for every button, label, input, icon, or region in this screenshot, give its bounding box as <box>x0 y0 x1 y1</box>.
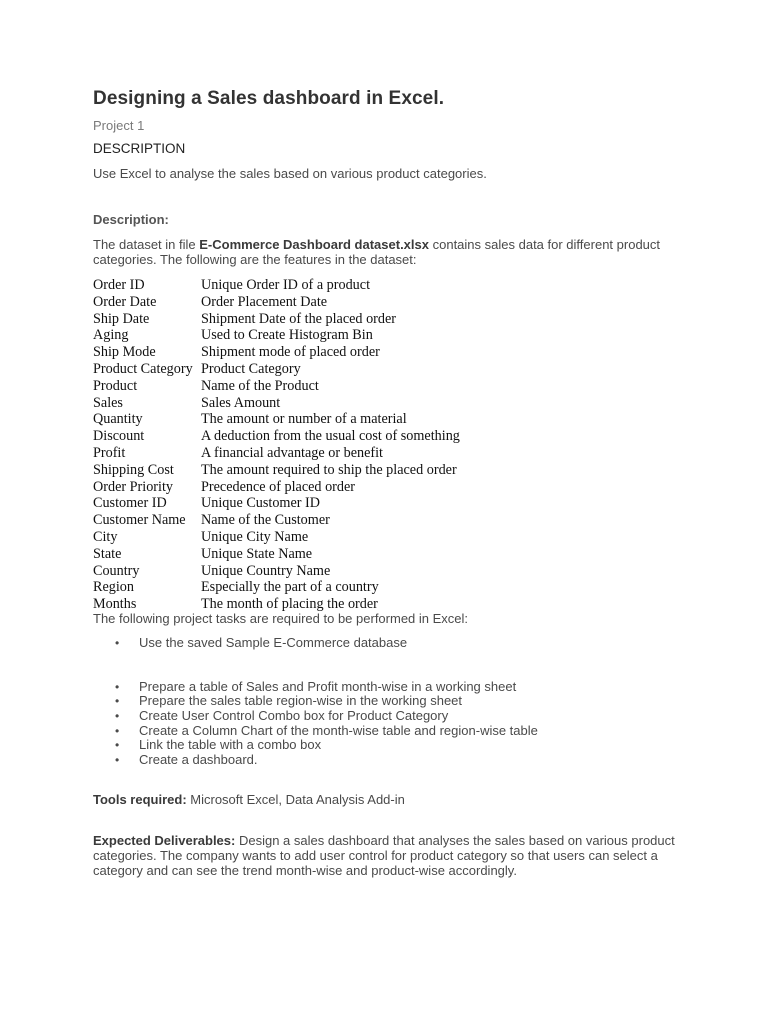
feature-name: Country <box>93 562 140 579</box>
dataset-filename: E-Commerce Dashboard dataset.xlsx <box>199 237 429 252</box>
feature-row <box>93 361 683 378</box>
dataset-text-before: The dataset in file <box>93 237 200 252</box>
bullet-icon: • <box>115 723 120 738</box>
feature-name: Aging <box>93 327 129 344</box>
tools-value: Microsoft Excel, Data Analysis Add-in <box>186 791 405 807</box>
bullet-icon: • <box>115 709 120 724</box>
feature-name: Sales <box>93 394 123 411</box>
feature-name: Quantity <box>93 411 143 428</box>
feature-name: Discount <box>93 428 145 445</box>
task-item <box>93 680 683 695</box>
feature-description: Unique City Name <box>201 528 309 545</box>
feature-row <box>93 311 683 328</box>
feature-name: Region <box>93 579 134 596</box>
feature-name: Product <box>93 377 138 394</box>
feature-description: Unique Customer ID <box>201 495 321 512</box>
feature-name: Order Date <box>93 293 157 310</box>
deliverables-paragraph <box>93 833 683 878</box>
feature-row <box>93 529 683 546</box>
feature-description: Sales Amount <box>201 394 281 411</box>
task-text: Link the table with a combo box <box>139 737 322 753</box>
task-text: Prepare a table of Sales and Profit month-wise in a working sheet <box>139 678 517 694</box>
feature-name: Ship Mode <box>93 344 156 361</box>
feature-row <box>93 411 683 428</box>
task-item <box>93 636 683 651</box>
feature-name: Months <box>93 596 137 613</box>
task-list-secondary <box>93 680 683 768</box>
feature-description: Shipment mode of placed order <box>201 344 380 361</box>
feature-description: Shipment Date of the placed order <box>201 310 397 327</box>
project-subtitle: Project 1 <box>93 118 145 133</box>
feature-description: A financial advantage or benefit <box>201 444 383 461</box>
feature-row <box>93 344 683 361</box>
document-title: Designing a Sales dashboard in Excel. <box>93 88 445 109</box>
task-item <box>93 709 683 724</box>
feature-row <box>93 327 683 344</box>
task-text: Create a dashboard. <box>139 752 258 768</box>
bullet-icon: • <box>115 679 120 694</box>
task-item <box>93 724 683 739</box>
task-text: Create User Control Combo box for Product Category <box>139 708 449 724</box>
feature-description: A deduction from the usual cost of something <box>201 428 460 445</box>
task-item <box>93 753 683 768</box>
feature-description: Used to Create Histogram Bin <box>201 327 373 344</box>
feature-description: Unique State Name <box>201 545 313 562</box>
feature-row <box>93 378 683 395</box>
bullet-icon: • <box>115 635 120 650</box>
feature-description: Unique Country Name <box>201 562 331 579</box>
feature-name: State <box>93 545 122 562</box>
feature-row <box>93 462 683 479</box>
tasks-intro: The following project tasks are required to be performed in Excel: <box>93 610 469 626</box>
description-heading: Description: <box>93 212 169 227</box>
feature-row <box>93 563 683 580</box>
intro-paragraph: Use Excel to analyse the sales based on various product categories. <box>93 166 487 181</box>
bullet-icon: • <box>115 738 120 753</box>
task-list-primary <box>93 636 683 651</box>
feature-name: Profit <box>93 444 126 461</box>
feature-name: Order Priority <box>93 478 173 495</box>
bullet-icon: • <box>115 694 120 709</box>
feature-row <box>93 479 683 496</box>
feature-name: Customer ID <box>93 495 167 512</box>
feature-description: Unique Order ID of a product <box>201 277 371 293</box>
feature-name: Customer Name <box>93 512 186 529</box>
tools-paragraph <box>93 792 683 807</box>
dataset-text-after: contains sales data for different product categories. The following are the features in the dataset: <box>93 237 661 267</box>
feature-name: Shipping Cost <box>93 461 174 478</box>
feature-name: Ship Date <box>93 310 150 327</box>
feature-row <box>93 294 683 311</box>
deliverables-text: Design a sales dashboard that analyses the sales based on various product categories. The company wants to add user control for product category so that users can select a category and can see the trend month-wise and product-wise accordingly. <box>93 832 675 878</box>
task-item <box>93 738 683 753</box>
feature-description: Name of the Customer <box>201 512 330 529</box>
feature-description: Especially the part of a country <box>201 579 379 596</box>
features-table <box>93 277 683 613</box>
dataset-paragraph <box>93 237 683 267</box>
feature-description: Product Category <box>201 360 301 377</box>
feature-description: Name of the Product <box>201 377 319 394</box>
feature-description: Order Placement Date <box>201 293 328 310</box>
feature-row <box>93 495 683 512</box>
feature-row <box>93 579 683 596</box>
feature-description: Precedence of placed order <box>201 478 355 495</box>
feature-row <box>93 428 683 445</box>
deliverables-label: Expected Deliverables: <box>93 832 236 848</box>
feature-description: The amount required to ship the placed order <box>201 461 457 478</box>
document-page <box>93 88 683 878</box>
bullet-icon: • <box>115 753 120 768</box>
feature-description: The month of placing the order <box>201 596 378 613</box>
feature-name: Order ID <box>93 277 145 293</box>
feature-description: The amount or number of a material <box>201 411 407 428</box>
feature-row <box>93 512 683 529</box>
feature-row <box>93 395 683 412</box>
feature-row <box>93 546 683 563</box>
feature-name: City <box>93 528 118 545</box>
tools-label: Tools required: <box>93 791 187 807</box>
feature-name: Product Category <box>93 360 193 377</box>
feature-row <box>93 445 683 462</box>
feature-row <box>93 277 683 294</box>
description-label: DESCRIPTION <box>93 141 186 156</box>
task-text: Use the saved Sample E-Commerce database <box>139 634 408 650</box>
task-text: Create a Column Chart of the month-wise table and region-wise table <box>139 722 538 738</box>
task-text: Prepare the sales table region-wise in the working sheet <box>139 693 463 709</box>
task-item <box>93 694 683 709</box>
